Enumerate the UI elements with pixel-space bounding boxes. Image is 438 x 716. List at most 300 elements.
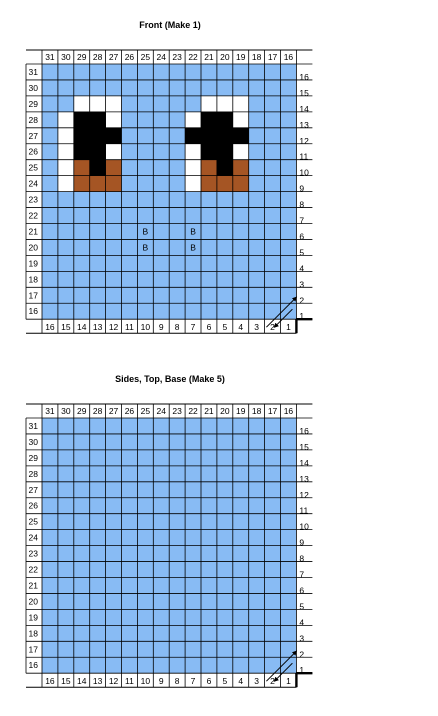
chart-cell [42,418,58,434]
chart-cell [58,208,74,224]
chart-cell [42,498,58,514]
chart-cell [137,80,153,96]
chart-cell [201,303,217,319]
chart-cell [137,271,153,287]
chart-cell [74,609,90,625]
chart-cell [169,418,185,434]
chart-cell [106,530,122,546]
chart-cell [169,450,185,466]
chart-cell [122,514,138,530]
chart-cell [249,450,265,466]
chart-cell [153,514,169,530]
chart-cell [106,434,122,450]
chart-cell [281,593,297,609]
chart-cell [169,482,185,498]
left-row-number: 19 [28,612,38,623]
chart-cell [217,434,233,450]
chart-cell [169,80,185,96]
chart-cell [265,255,281,271]
right-row-number: 2 [299,649,305,660]
left-row-number: 16 [28,660,38,671]
chart-cell [58,641,74,657]
chart-cell [122,224,138,240]
chart-cell [106,160,122,176]
chart-cell [217,609,233,625]
chart-cell [201,271,217,287]
left-row-number: 22 [28,210,38,221]
chart-cell [90,303,106,319]
chart-cell [137,287,153,303]
chart-cell [217,303,233,319]
chart-cell [185,112,201,128]
chart-cell [169,287,185,303]
chart-cell [201,128,217,144]
chart-cell [42,657,58,673]
left-row-number: 23 [28,194,38,205]
right-row-number: 16 [299,71,309,82]
chart-cell [74,593,90,609]
chart-cell [153,482,169,498]
top-column-number: 26 [124,52,135,62]
chart-cell [217,160,233,176]
chart-cell [90,208,106,224]
chart-cell [106,546,122,562]
chart-cell [74,239,90,255]
chart-cell [249,434,265,450]
chart-cell [217,80,233,96]
chart-cell [265,96,281,112]
chart-cell [74,434,90,450]
top-column-number: 28 [92,52,103,62]
chart-cell [74,498,90,514]
chart-cell [265,450,281,466]
chart-cell [265,434,281,450]
chart-cell [217,64,233,80]
chart-cell [153,418,169,434]
chart-cell [58,287,74,303]
top-column-number: 25 [140,52,151,62]
right-row-number: 8 [299,553,305,564]
chart-cell [201,239,217,255]
chart-cell [58,64,74,80]
chart-cell [58,80,74,96]
chart-cell [265,80,281,96]
chart-cell [106,128,122,144]
chart-cell [185,271,201,287]
chart-cell [281,562,297,578]
chart-cell [90,562,106,578]
chart-cell [233,96,249,112]
chart-cell [233,112,249,128]
chart-cell [265,64,281,80]
chart-cell [217,466,233,482]
chart-cell [169,208,185,224]
chart-cell [249,546,265,562]
chart-cell [58,514,74,530]
chart-cell [122,482,138,498]
chart-cell [249,112,265,128]
chart-cell [217,450,233,466]
chart-cell [74,287,90,303]
chart-cell [58,546,74,562]
chart-cell [185,578,201,594]
bottom-column-number: 14 [77,676,87,687]
chart-cell [42,64,58,80]
chart-cell [153,530,169,546]
chart-cell [42,530,58,546]
chart-cell [106,450,122,466]
left-row-number: 25 [28,162,38,173]
top-column-number: 30 [61,52,71,62]
bottom-column-number: 13 [92,322,103,333]
chart-cell [74,641,90,657]
chart-cell [201,144,217,160]
chart-cell [249,625,265,641]
chart-cell [233,625,249,641]
chart-cell [58,657,74,673]
right-row-number: 13 [299,473,309,484]
right-row-number: 8 [299,199,305,210]
chart-cell [201,593,217,609]
chart-cell [233,434,249,450]
chart-cell [106,271,122,287]
chart-cell [281,546,297,562]
chart-cell [233,224,249,240]
chart-cell [74,271,90,287]
chart-cell [90,160,106,176]
chart-cell [185,303,201,319]
cell-mark: B [142,242,149,253]
chart-cell [265,303,281,319]
chart-cell [217,239,233,255]
chart-cell [201,482,217,498]
chart-cell [90,80,106,96]
chart-cell [137,303,153,319]
chart-cell [153,255,169,271]
chart-cell [265,466,281,482]
chart-cell [137,96,153,112]
right-row-number: 11 [299,505,309,516]
chart-cell [122,144,138,160]
bottom-column-number: 7 [190,322,196,333]
left-row-number: 24 [28,178,38,189]
bottom-column-number: 11 [125,322,134,333]
right-row-number: 12 [299,135,309,146]
chart-cell [90,482,106,498]
chart-cell [233,160,249,176]
chart-cell [249,239,265,255]
chart-cell [233,466,249,482]
chart-cell [106,144,122,160]
chart-cell [58,530,74,546]
chart-cell [185,176,201,192]
chart-cell [265,498,281,514]
chart-cell [169,271,185,287]
chart-cell [90,578,106,594]
chart-cell [169,593,185,609]
left-row-number: 26 [28,146,38,157]
chart-cell [122,450,138,466]
chart-cell [281,271,297,287]
top-column-number: 31 [45,406,55,416]
chart-cell [249,255,265,271]
chart-cell [233,562,249,578]
chart-cell [249,498,265,514]
right-row-number: 9 [299,537,305,548]
chart-cell [281,514,297,530]
chart-cell [201,418,217,434]
chart-cell [74,160,90,176]
right-row-number: 9 [299,183,305,194]
chart-cell [265,287,281,303]
chart-cell [74,625,90,641]
chart-cell [106,208,122,224]
bottom-column-number: 10 [140,676,151,687]
bottom-column-number: 12 [108,676,119,687]
chart-cell [185,450,201,466]
chart-cell [153,80,169,96]
right-row-number: 1 [299,311,305,322]
chart-cell [185,625,201,641]
chart-cell [169,657,185,673]
chart-cell [153,192,169,208]
chart-cell [217,224,233,240]
chart-cell [58,303,74,319]
chart-cell [74,96,90,112]
chart-cell [153,144,169,160]
chart-cell [281,498,297,514]
top-column-number: 28 [92,406,103,416]
chart-cell [106,657,122,673]
chart-cell [42,80,58,96]
chart-cell [201,514,217,530]
chart-cell [185,546,201,562]
chart-cell [233,593,249,609]
chart-cell [217,255,233,271]
chart-cell [42,224,58,240]
chart-cell [58,96,74,112]
right-row-number: 16 [299,425,309,436]
chart-cell [265,657,281,673]
bottom-column-number: 2 [270,322,275,333]
chart-cell [249,641,265,657]
chart-cell [265,128,281,144]
top-column-number: 27 [108,52,119,62]
chart-cell [217,128,233,144]
chart-cell [153,609,169,625]
chart-cell [265,482,281,498]
chart-cell [169,96,185,112]
chart-cell [153,64,169,80]
chart-cell [201,498,217,514]
chart-cell [58,482,74,498]
chart-cell [58,578,74,594]
chart-cell [42,593,58,609]
chart-cell [249,271,265,287]
chart-cell [90,255,106,271]
cell-mark: B [190,226,196,237]
cell-mark: B [190,242,196,253]
chart-cell [265,514,281,530]
chart-cell [42,128,58,144]
chart-cell [201,208,217,224]
chart-cell [42,450,58,466]
chart-cell [90,192,106,208]
chart-cell [217,641,233,657]
chart-cell [281,96,297,112]
top-column-number: 23 [172,406,182,416]
top-column-number: 29 [77,406,87,416]
chart-cell [90,434,106,450]
chart-cell [58,128,74,144]
chart-cell [42,208,58,224]
chart-cell [249,562,265,578]
chart-cell [201,287,217,303]
bottom-column-number: 16 [45,676,55,687]
chart-cell [90,609,106,625]
chart-cell [42,466,58,482]
chart-cell [281,112,297,128]
chart-cell [90,271,106,287]
chart-cell [201,450,217,466]
chart-cell [217,625,233,641]
right-row-number: 1 [299,665,305,676]
right-row-number: 3 [299,633,305,644]
bottom-column-number: 4 [238,322,244,333]
chart-cell [74,112,90,128]
chart-cell [137,578,153,594]
sides-chart-grid [0,398,330,698]
left-row-number: 20 [28,596,38,607]
chart-cell [249,96,265,112]
chart-cell [249,224,265,240]
chart-cell [249,609,265,625]
chart-cell [233,176,249,192]
chart-cell [233,303,249,319]
chart-cell [106,418,122,434]
left-row-number: 21 [28,580,38,591]
chart-cell [153,625,169,641]
chart-cell [106,192,122,208]
chart-cell [185,593,201,609]
bottom-column-number: 6 [206,676,212,687]
bottom-column-number: 10 [140,322,151,333]
chart-cell [106,176,122,192]
chart-cell [233,609,249,625]
chart-cell [153,434,169,450]
chart-cell [106,498,122,514]
chart-cell [90,128,106,144]
right-row-number: 3 [299,279,305,290]
chart-cell [233,80,249,96]
chart-cell [122,609,138,625]
chart-cell [58,271,74,287]
left-row-number: 24 [28,532,38,543]
left-row-number: 27 [28,130,38,141]
chart-cell [281,239,297,255]
chart-cell [233,657,249,673]
chart-cell [217,593,233,609]
chart-cell [265,562,281,578]
chart-title-front: Front (Make 1) [139,20,201,30]
chart-cell [249,530,265,546]
chart-cell [137,64,153,80]
chart-cell [265,625,281,641]
chart-cell [233,239,249,255]
chart-cell [122,96,138,112]
chart-cell [58,562,74,578]
bottom-column-number: 2 [270,676,275,687]
chart-cell [185,498,201,514]
chart-cell [137,498,153,514]
chart-cell [201,434,217,450]
chart-cell [169,498,185,514]
right-row-number: 7 [299,569,305,580]
chart-cell [153,208,169,224]
chart-cell [217,482,233,498]
bottom-column-number: 9 [158,322,164,333]
chart-cell [122,192,138,208]
chart-cell [106,466,122,482]
chart-cell [58,466,74,482]
chart-cell [265,641,281,657]
chart-cell [249,466,265,482]
chart-cell [90,64,106,80]
top-column-number: 23 [172,52,182,62]
chart-cell [137,176,153,192]
chart-cell [233,128,249,144]
chart-cell [122,80,138,96]
chart-cell [169,255,185,271]
chart-cell [90,641,106,657]
chart-cell [169,303,185,319]
chart-cell [249,64,265,80]
chart-cell [137,255,153,271]
chart-cell [217,546,233,562]
chart-cell [233,208,249,224]
bottom-column-number: 15 [61,322,71,333]
chart-cell [185,287,201,303]
chart-cell [169,514,185,530]
chart-cell [201,176,217,192]
chart-cell [58,239,74,255]
bottom-column-number: 11 [125,676,134,687]
chart-cell [233,255,249,271]
right-row-number: 12 [299,489,309,500]
chart-cell [169,641,185,657]
chart-cell [249,593,265,609]
chart-cell [58,144,74,160]
chart-cell [74,144,90,160]
chart-cell [42,514,58,530]
chart-cell [265,271,281,287]
chart-cell [153,176,169,192]
chart-cell [153,546,169,562]
chart-cell [281,176,297,192]
bottom-column-number: 12 [108,322,119,333]
chart-cell [153,466,169,482]
chart-cell [122,593,138,609]
right-row-number: 4 [299,263,305,274]
chart-cell [217,192,233,208]
chart-cell [58,176,74,192]
chart-cell [249,208,265,224]
chart-cell [281,224,297,240]
top-column-number: 21 [204,52,214,62]
chart-cell [153,593,169,609]
chart-cell [249,418,265,434]
chart-cell [201,112,217,128]
